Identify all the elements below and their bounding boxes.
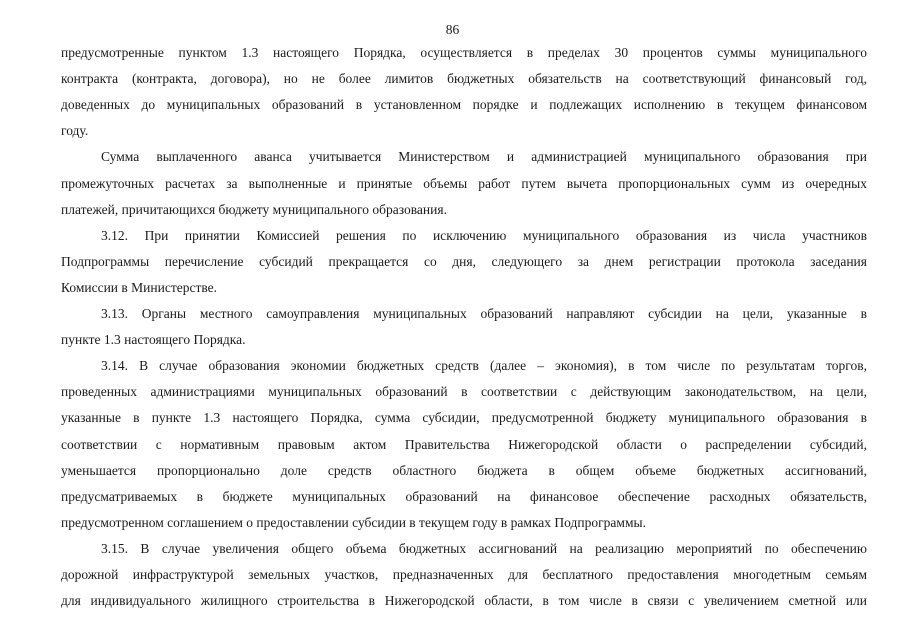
text-line: доведенных до муниципальных образований в установленном порядке и подлежащих исполнению в текущем финансовом <box>61 97 867 113</box>
text-line: платежей, причитающихся бюджету муниципального образования. <box>61 201 447 217</box>
page-number: 86 <box>445 22 460 37</box>
text-line: предусмотренном соглашением о предоставлении субсидии в текущем году в рамках Подпрограммы. <box>61 514 646 530</box>
text-line: Сумма выплаченного аванса учитывается Министерством и администрацией муниципального образования при <box>101 149 867 165</box>
text-line: году. <box>61 123 89 139</box>
text-line: предусматриваемых в бюджете муниципальных образований на финансовое обеспечение расходных обязательств, <box>61 488 867 504</box>
text-line: 3.12. При принятии Комиссией решения по исключению муниципального образования из числа участников <box>101 227 867 243</box>
text-line: 3.14. В случае образования экономии бюджетных средств (далее – экономия), в том числе по результатам торгов, <box>101 358 867 374</box>
text-line: Подпрограммы перечисление субсидий прекращается со дня, следующего за днем регистрации протокола заседания <box>61 253 867 269</box>
text-line: предусмотренные пунктом 1.3 настоящего Порядка, осуществляется в пределах 30 процентов суммы муниципального <box>61 45 867 60</box>
text-line: промежуточных расчетах за выполненные и принятые объемы работ путем вычета пропорциональных сумм из очередных <box>61 175 867 191</box>
text-line: указанные в пункте 1.3 настоящего Порядка, сумма субсидии, предусмотренной бюджету муниципального образования в <box>61 410 867 426</box>
text-line: соответствии с нормативным правовым актом Правительства Нижегородской области о распределении субсидий, <box>61 436 867 452</box>
text-line: Комиссии в Министерстве. <box>61 279 218 295</box>
text-line: дорожной инфраструктурой земельных участков, предназначенных для бесплатного предоставления многодетным семьям <box>61 567 867 582</box>
text-line: пункте 1.3 настоящего Порядка. <box>61 332 246 348</box>
text-line: проведенных администрациями муниципальных образований в соответствии с действующим законодательством, на цели, <box>61 384 867 400</box>
text-line: уменьшается пропорционально доле средств областного бюджета в общем объеме бюджетных ассигнований, <box>61 462 867 478</box>
text-line: 3.15. В случае увеличения общего объема бюджетных ассигнований на реализацию мероприятий по обеспечению <box>101 540 867 556</box>
text-line: для индивидуального жилищного строительства в Нижегородской области, в том числе в связи с увеличением сметной или <box>61 593 867 609</box>
text-line: 3.13. Органы местного самоуправления муниципальных образований направляют субсидии на цели, указанные в <box>101 306 867 321</box>
text-line: контракта (контракта, договора), но не более лимитов бюджетных обязательств на соответствующий финансовый год, <box>61 71 867 87</box>
